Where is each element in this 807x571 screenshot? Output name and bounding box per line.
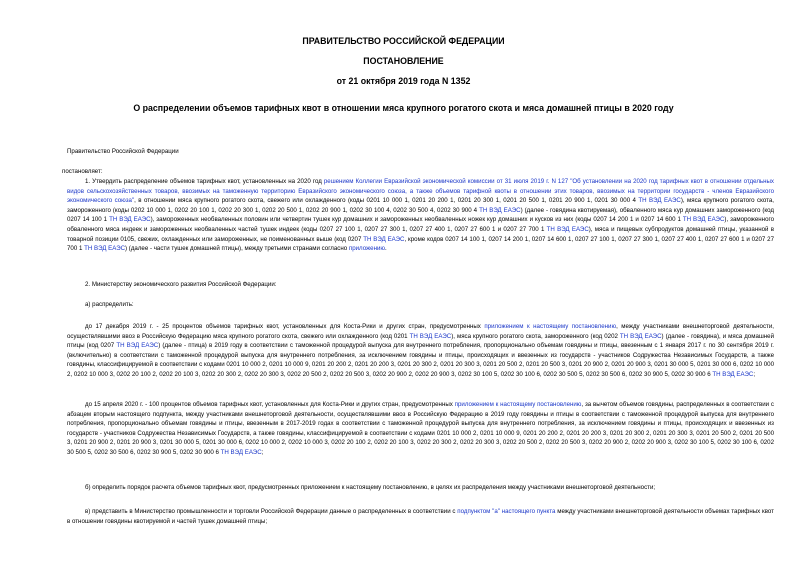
paragraph-1 — [67, 177, 774, 254]
tnved-link[interactable]: ТН ВЭД ЕАЭС — [363, 235, 405, 243]
tnved-link[interactable]: ТН ВЭД ЕАЭС — [409, 332, 452, 340]
government-name: ПРАВИТЕЛЬСТВО РОССИЙСКОЙ ФЕДЕРАЦИИ — [302, 36, 505, 46]
text-fragment: , кроме кодов 0207 14 100 1, 0207 14 200 1, 0207 14 600 1, 0207 27 100 1, 0207 27 300 1, 0207 27 400 1, 0207 27 600 1 и 0207 27 700 1 — [67, 235, 774, 253]
text-fragment: ; — [753, 370, 756, 378]
issuer: Правительство Российской Федерации — [67, 148, 179, 155]
tnved-link[interactable]: ТН ВЭД ЕАЭС — [116, 342, 159, 350]
text-fragment: 1. Утвердить распределение объемов тарифных квот, установленных на 2020 год — [85, 178, 324, 185]
subparagraph-a-item-1 — [67, 322, 774, 380]
decree-word: постановляет: — [62, 168, 103, 175]
text-fragment: ) (далее - говядина квотируемая), обваленного мяса кур домашних замороженного (код 0207 14 100 1 — [67, 206, 775, 224]
subpoint-link[interactable]: подпунктом "а" настоящего пункта — [457, 508, 556, 515]
text-fragment: до 17 декабря 2019 г. - 25 процентов объемов тарифных квот, установленных для Коста-Рики и других стран, предусмотренных — [85, 323, 485, 330]
text-fragment: до 15 апреля 2020 г. - 100 процентов объемов тарифных квот, установленных для Коста-Рики и других стран, предусмотренных — [85, 401, 455, 408]
text-fragment: . — [385, 245, 387, 253]
appendix-link[interactable]: приложением к настоящему постановлению — [484, 323, 617, 330]
tnved-link[interactable]: ТН ВЭД ЕАЭС — [479, 206, 521, 214]
text-fragment: ) (далее - птица) в 2019 году в соответствии с таможенной процедурой выпуска для внутреннего потребления, пропорционально объемам говядины и птицы, ввезенным с 1 января 2017 г. по 30 сентября 2019 г. (включительно) в соответствии с таможенной процедурой выпуска для внутреннего потребления, за исключением говядины и птицы, происходящих и ввезенных из государств - участников Содружества Независимых Государств, а также говядины, классифицируемой в соответствии с кодами 0201 10 000 2, 0201 10 000 9, 0201 20 200 2, 0201 20 200 3, 0201 20 300 2, 0201 20 300 3, 0201 20 500 2, 0201 20 500 3, 0201 20 900 2, 0201 20 900 3, 0201 30 000 5, 0201 30 000 6, 0202 10 000 2, 0202 10 000 3, 0202 20 100 2, 0202 20 100 3, 0202 20 300 2, 0202 20 300 3, 0202 20 500 2, 0202 20 500 3, 0202 20 900 2, 0202 20 900 3, 0202 30 100 5, 0202 30 100 6, 0202 30 500 5, 0202 30 500 6, 0202 30 900 5, 0202 30 900 6 — [67, 342, 774, 378]
text-fragment: ), замороженного обваленного мяса индеек и замороженных необваленных частей тушек индеек (коды 0207 27 100 1, 0207 27 300 1, 0207 27 400 1, 0207 27 600 1 и 0207 27 700 1 — [67, 216, 775, 233]
text-fragment: , между участниками внешнеторговой деятельности, осуществлявшими ввоз в Российскую Федерацию мяса крупного рогатого скота, свежего или охлажденного (код 0201 — [67, 323, 774, 340]
subparagraph-b: б) определить порядок расчета объемов тарифных квот, предусмотренных приложением к настоящему постановлению, в целях их распределения между участниками внешнеторговой деятельности; — [85, 484, 656, 491]
text-fragment: ) (далее - говядина), и мяса домашней птицы (код 0207 — [67, 332, 775, 350]
decision-link[interactable]: решением Коллегии Евразийской экономической комиссии от 31 июля 2019 г. N 127 "Об установлении на 2020 год тарифных квот в отношении отдельных видов сельскохозяйственных товаров, ввозимых на таможенную территорию Евразийского экономического союза, а также объемов тарифной квоты в отношении этих товаров, ввозимых на территории государств - членов Евразийского экономического союза" — [67, 178, 774, 205]
text-fragment: между участниками внешнеторговой деятельности объемах тарифных квот в отношении говядины квотируемой и частей тушек домашней птицы; — [67, 508, 774, 525]
date-and-number: от 21 октября 2019 года N 1352 — [336, 76, 471, 86]
text-fragment: в) представить в Министерство промышленности и торговли Российской Федерации данные о распределенных в соответствии с — [85, 508, 458, 515]
tnved-link[interactable]: ТН ВЭД ЕАЭС — [84, 245, 126, 253]
text-fragment: , в отношении мяса крупного рогатого скота, свежего или охлажденного (коды 0201 10 000 1, 0201 20 200 1, 0201 20 300 1, 0201 20 500 1, 0201 20 900 1, 0201 30 000 4 — [134, 197, 639, 205]
tnved-link[interactable]: ТН ВЭД ЕАЭС — [638, 197, 681, 205]
subparagraph-a: а) распределить: — [85, 301, 134, 308]
text-fragment: ), замороженных необваленных половин или четвертин тушек кур домашних и замороженных необваленных ножек кур домашних и кусков из них (коды 0207 14 200 1 и 0207 14 600 1 — [150, 216, 683, 224]
text-fragment: ), мяса и пищевых субпродуктов домашней птицы, указанной в товарной позиции 0105, свежих, охлажденных или замороженных, не поименованных выше (код 0207 — [67, 225, 774, 243]
document-title: О распределении объемов тарифных квот в отношении мяса крупного рогатого скота и мяса домашней птицы в 2020 году — [133, 103, 674, 113]
subparagraph-a-item-2 — [67, 400, 774, 458]
text-fragment: ) (далее - части тушек домашней птицы), между третьими странами согласно — [125, 245, 349, 253]
tnved-link[interactable]: ТН ВЭД ЕАЭС — [682, 216, 725, 224]
text-fragment: , за вычетом объемов говядины, распределенных в соответствии с абзацем вторым настоящего подпункта, между участниками внешнеторговой деятельности, осуществлявшими ввоз в Российскую Федерацию в 2019 году говядины и птицы в соответствии с таможенной процедурой выпуска для внутреннего потребления, пропорционально объемам говядины и птицы, ввезенным в 2017-2019 годах в соответствии с таможенной процедурой выпуска для внутреннего потребления, за исключением говядины и птицы, происходящих и ввезенных из государств - участников Содружества Независимых Государств, а также говядины, классифицируемой в соответствии с кодами 0201 10 000 2, 0201 10 000 9, 0201 20 200 2, 0201 20 200 3, 0201 20 300 2, 0201 20 300 3, 0201 20 500 2, 0201 20 500 3, 0201 20 900 2, 0201 20 900 3, 0201 30 000 5, 0201 30 000 6, 0202 10 000 2, 0202 10 000 3, 0202 20 100 2, 0202 20 100 3, 0202 20 300 2, 0202 20 300 3, 0202 20 500 2, 0202 20 500 3, 0202 20 900 2, 0202 20 900 3, 0202 30 100 5, 0202 30 100 6, 0202 30 500 5, 0202 30 500 6, 0202 30 900 5, 0202 30 900 6 — [67, 401, 774, 456]
appendix-link[interactable]: приложением к настоящему постановлению — [454, 401, 582, 408]
tnved-link[interactable]: ТН ВЭД ЕАЭС — [619, 332, 662, 340]
tnved-link[interactable]: ТН ВЭД ЕАЭС — [109, 216, 151, 224]
tnved-link[interactable]: ТН ВЭД ЕАЭС — [220, 448, 262, 456]
tnved-link[interactable]: ТН ВЭД ЕАЭС — [546, 225, 589, 233]
appendix-link[interactable]: приложению — [348, 245, 386, 253]
text-fragment: ), мяса крупного рогатого скота, замороженного (код 0202 — [451, 332, 620, 340]
subparagraph-c — [67, 507, 774, 526]
document-type: ПОСТАНОВЛЕНИЕ — [363, 56, 444, 66]
tnved-link[interactable]: ТН ВЭД ЕАЭС — [712, 370, 754, 378]
text-fragment: ), мяса крупного рогатого скота, замороженного (коды 0202 10 000 1, 0202 20 100 1, 0202 20 300 1, 0202 20 500 1, 0202 20 900 1, 0202 30 100 4, 0202 30 500 4, 0202 30 900 4 — [67, 197, 775, 214]
text-fragment: ; — [261, 448, 264, 456]
paragraph-2: 2. Министерству экономического развития Российской Федерации: — [85, 281, 277, 288]
